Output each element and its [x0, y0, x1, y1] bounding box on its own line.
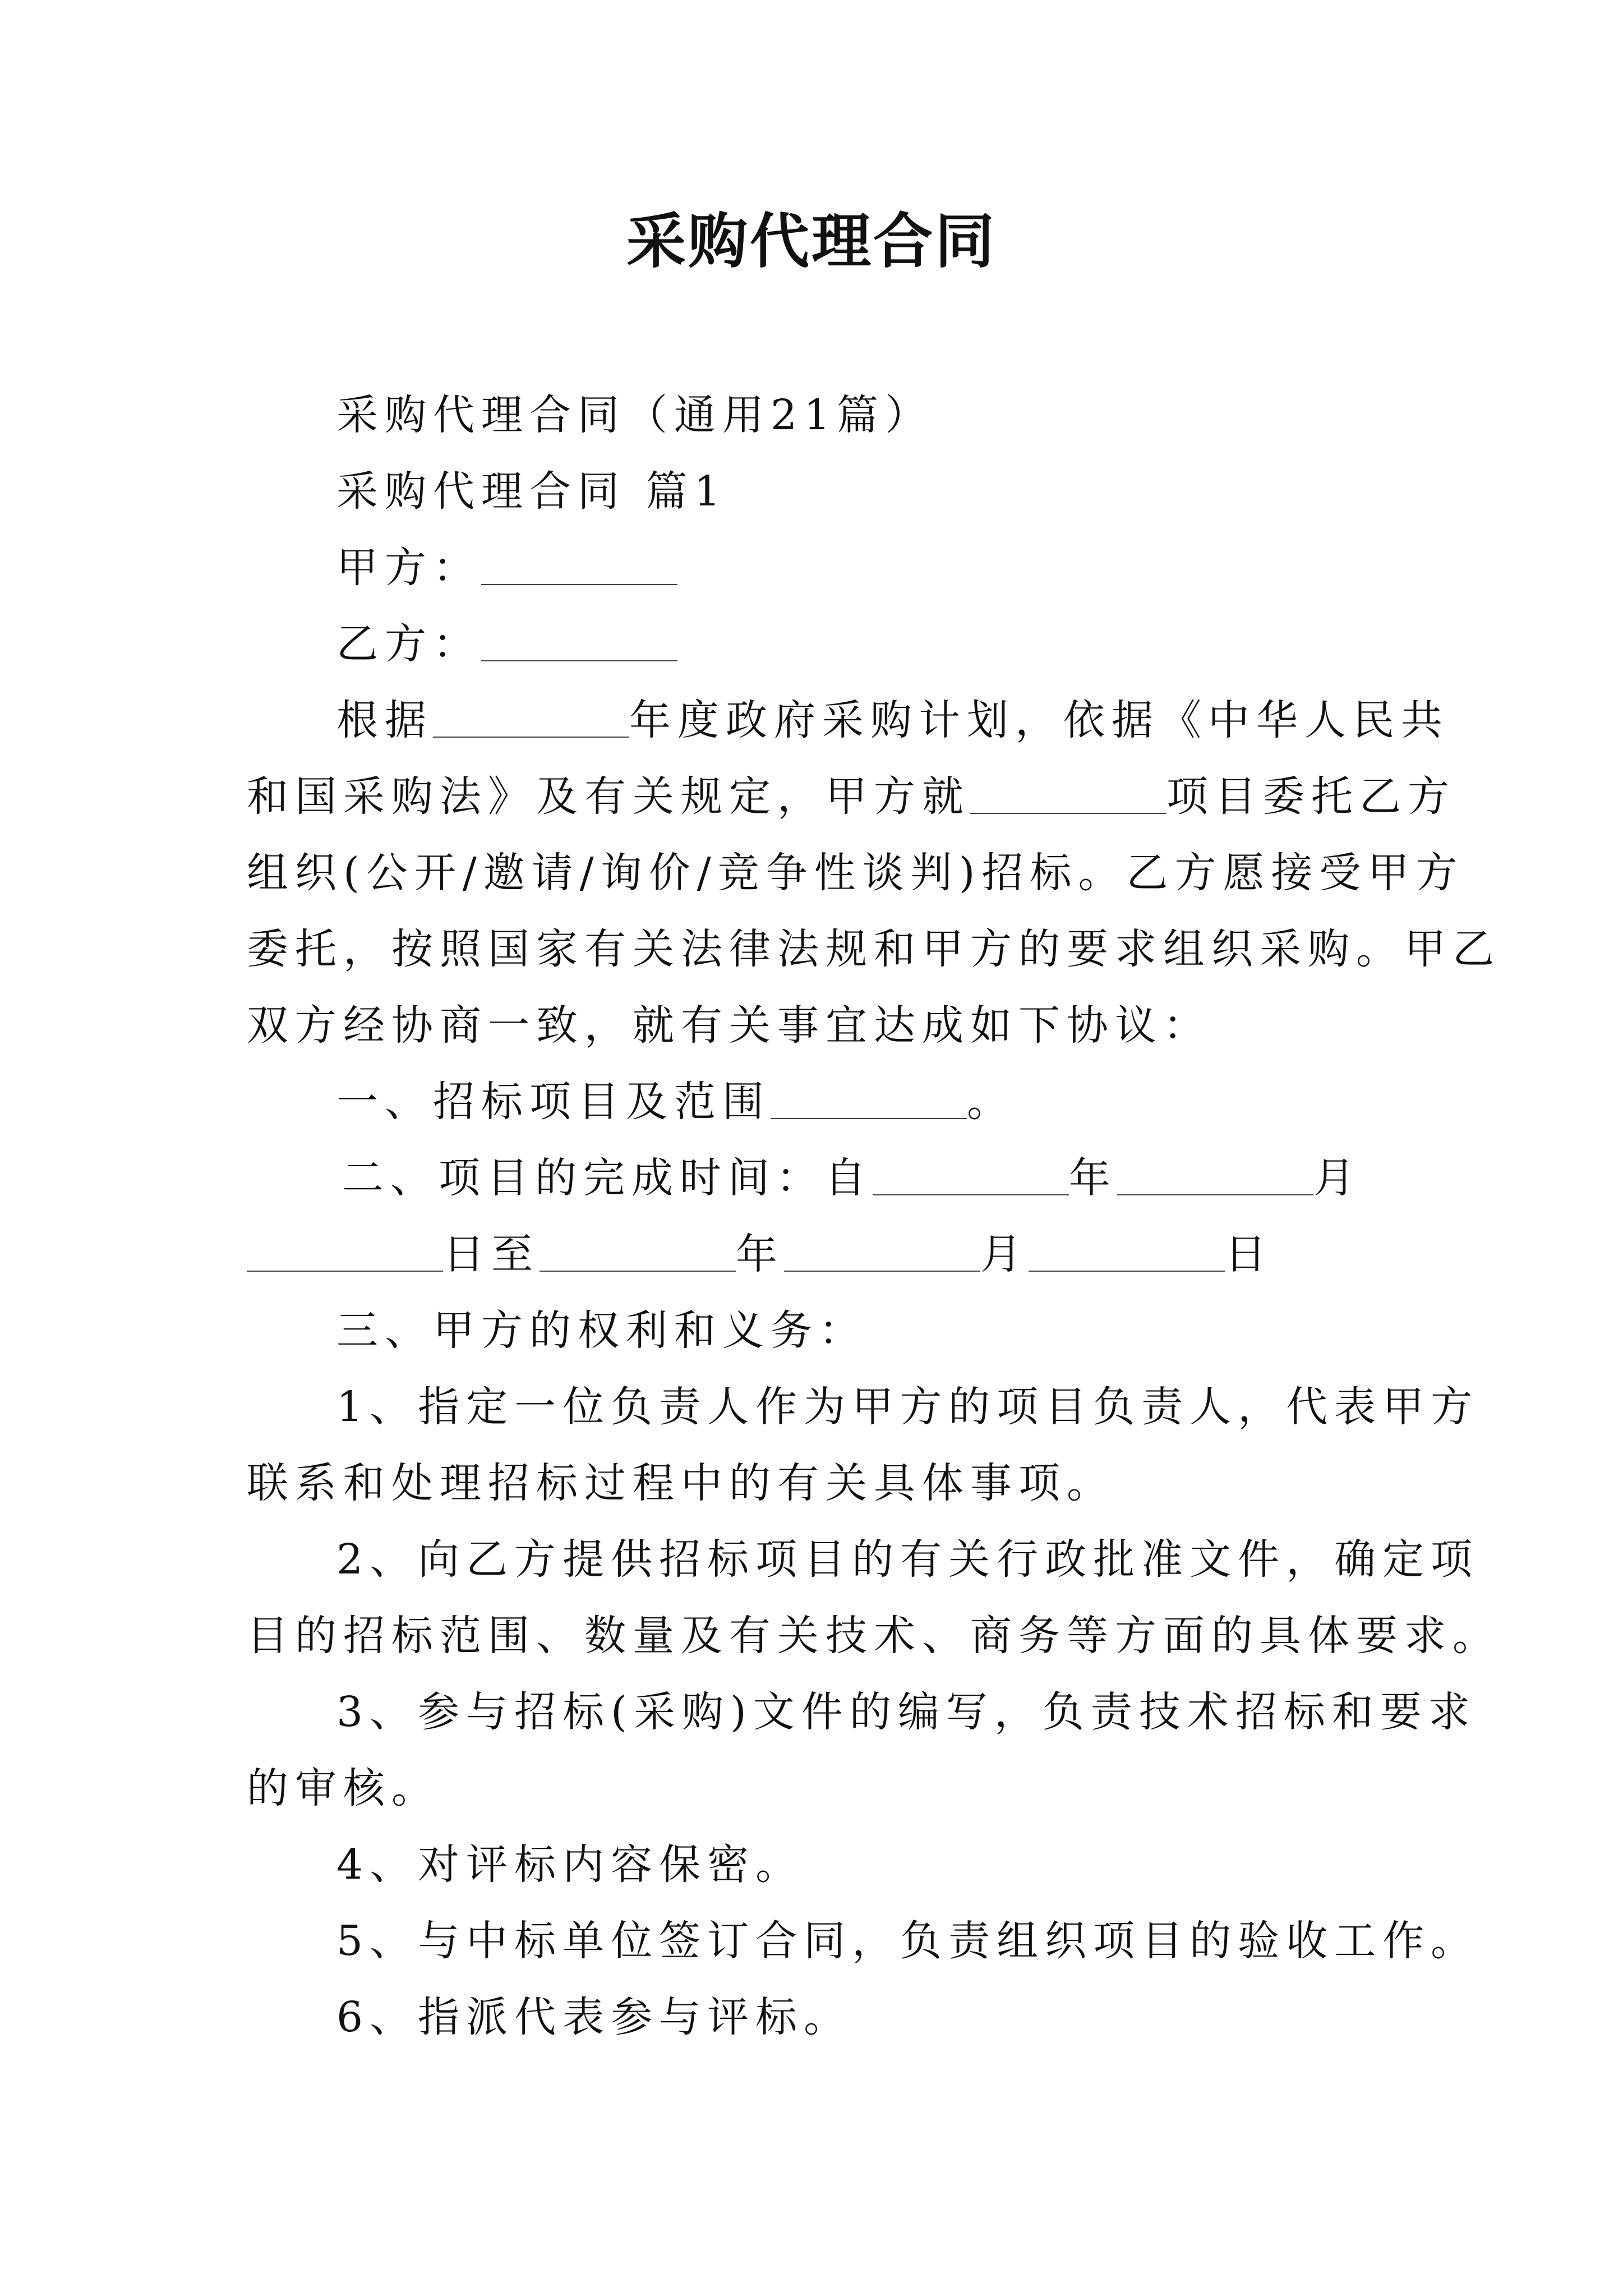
party-b-label: 乙方： [336, 620, 481, 668]
text-span: 根据 [336, 696, 433, 744]
clause-2-line-1: 2、向乙方提供招标项目的有关行政批准文件，确定项 [336, 1535, 1479, 1584]
text-span: 年 [1069, 1154, 1117, 1202]
party-b-line [336, 616, 677, 672]
text-span: 日至 [443, 1230, 540, 1278]
paragraph-line: 双方经协商一致，就有关事宜达成如下协议： [247, 1001, 1211, 1050]
text-span: 。 [967, 1078, 1015, 1126]
end-year-blank [540, 1231, 736, 1272]
item-1 [336, 1074, 1015, 1130]
item-3-heading: 三、甲方的权利和义务： [336, 1306, 867, 1355]
text-span: 和国采购法》及有关规定，甲方就 [247, 772, 970, 821]
year-blank [433, 697, 629, 738]
paragraph-line [247, 769, 1456, 825]
document-title: 采购代理合同 [626, 206, 997, 276]
project-blank [970, 774, 1166, 814]
clause-3-line-2: 的审核。 [247, 1764, 440, 1812]
text-span: 月 [1313, 1154, 1362, 1202]
clause-3-line-1: 3、参与招标(采购)文件的编写，负责技术招标和要求 [336, 1688, 1477, 1736]
clause-5: 5、与中标单位签订合同，负责组织项目的验收工作。 [336, 1917, 1479, 1965]
clause-4: 4、对评标内容保密。 [336, 1841, 804, 1889]
start-year-blank [873, 1155, 1069, 1195]
scope-blank [771, 1079, 967, 1119]
clause-1-line-1: 1、指定一位负责人作为甲方的项目负责人，代表甲方 [336, 1383, 1479, 1431]
text-span: 月 [980, 1230, 1029, 1278]
paragraph-line: 委托，按照国家有关法律法规和甲方的要求组织采购。甲乙 [247, 925, 1501, 973]
clause-2-line-2: 目的招标范围、数量及有关技术、商务等方面的具体要求。 [247, 1612, 1501, 1660]
text-span: 年度政府采购计划，依据《中华人民共 [629, 696, 1449, 744]
start-month-blank [1117, 1155, 1313, 1195]
text-span: 二、项目的完成时间：自 [342, 1154, 873, 1202]
start-day-blank [247, 1231, 443, 1272]
party-a-blank [481, 545, 677, 585]
party-a-line [336, 540, 677, 596]
text-span: 项目委托乙方 [1166, 772, 1456, 821]
item-2-line-1 [342, 1150, 1362, 1206]
clause-6: 6、指派代表参与评标。 [336, 1993, 852, 2041]
text-span: 年 [736, 1230, 784, 1278]
text-span: 日 [1225, 1230, 1273, 1278]
party-a-label: 甲方： [336, 544, 481, 592]
end-day-blank [1029, 1231, 1225, 1272]
clause-1-line-2: 联系和处理招标过程中的有关具体事项。 [247, 1459, 1115, 1507]
item-2-line-2 [247, 1226, 1273, 1282]
paragraph-line [336, 692, 1449, 748]
section-heading: 采购代理合同 篇1 [336, 467, 727, 516]
document-subtitle: 采购代理合同（通用21篇） [336, 391, 934, 439]
party-b-blank [481, 621, 677, 661]
paragraph-line: 组织(公开/邀请/询价/竞争性谈判)招标。乙方愿接受甲方 [247, 849, 1464, 897]
text-span: 一、招标项目及范围 [336, 1078, 771, 1126]
end-month-blank [784, 1231, 980, 1272]
